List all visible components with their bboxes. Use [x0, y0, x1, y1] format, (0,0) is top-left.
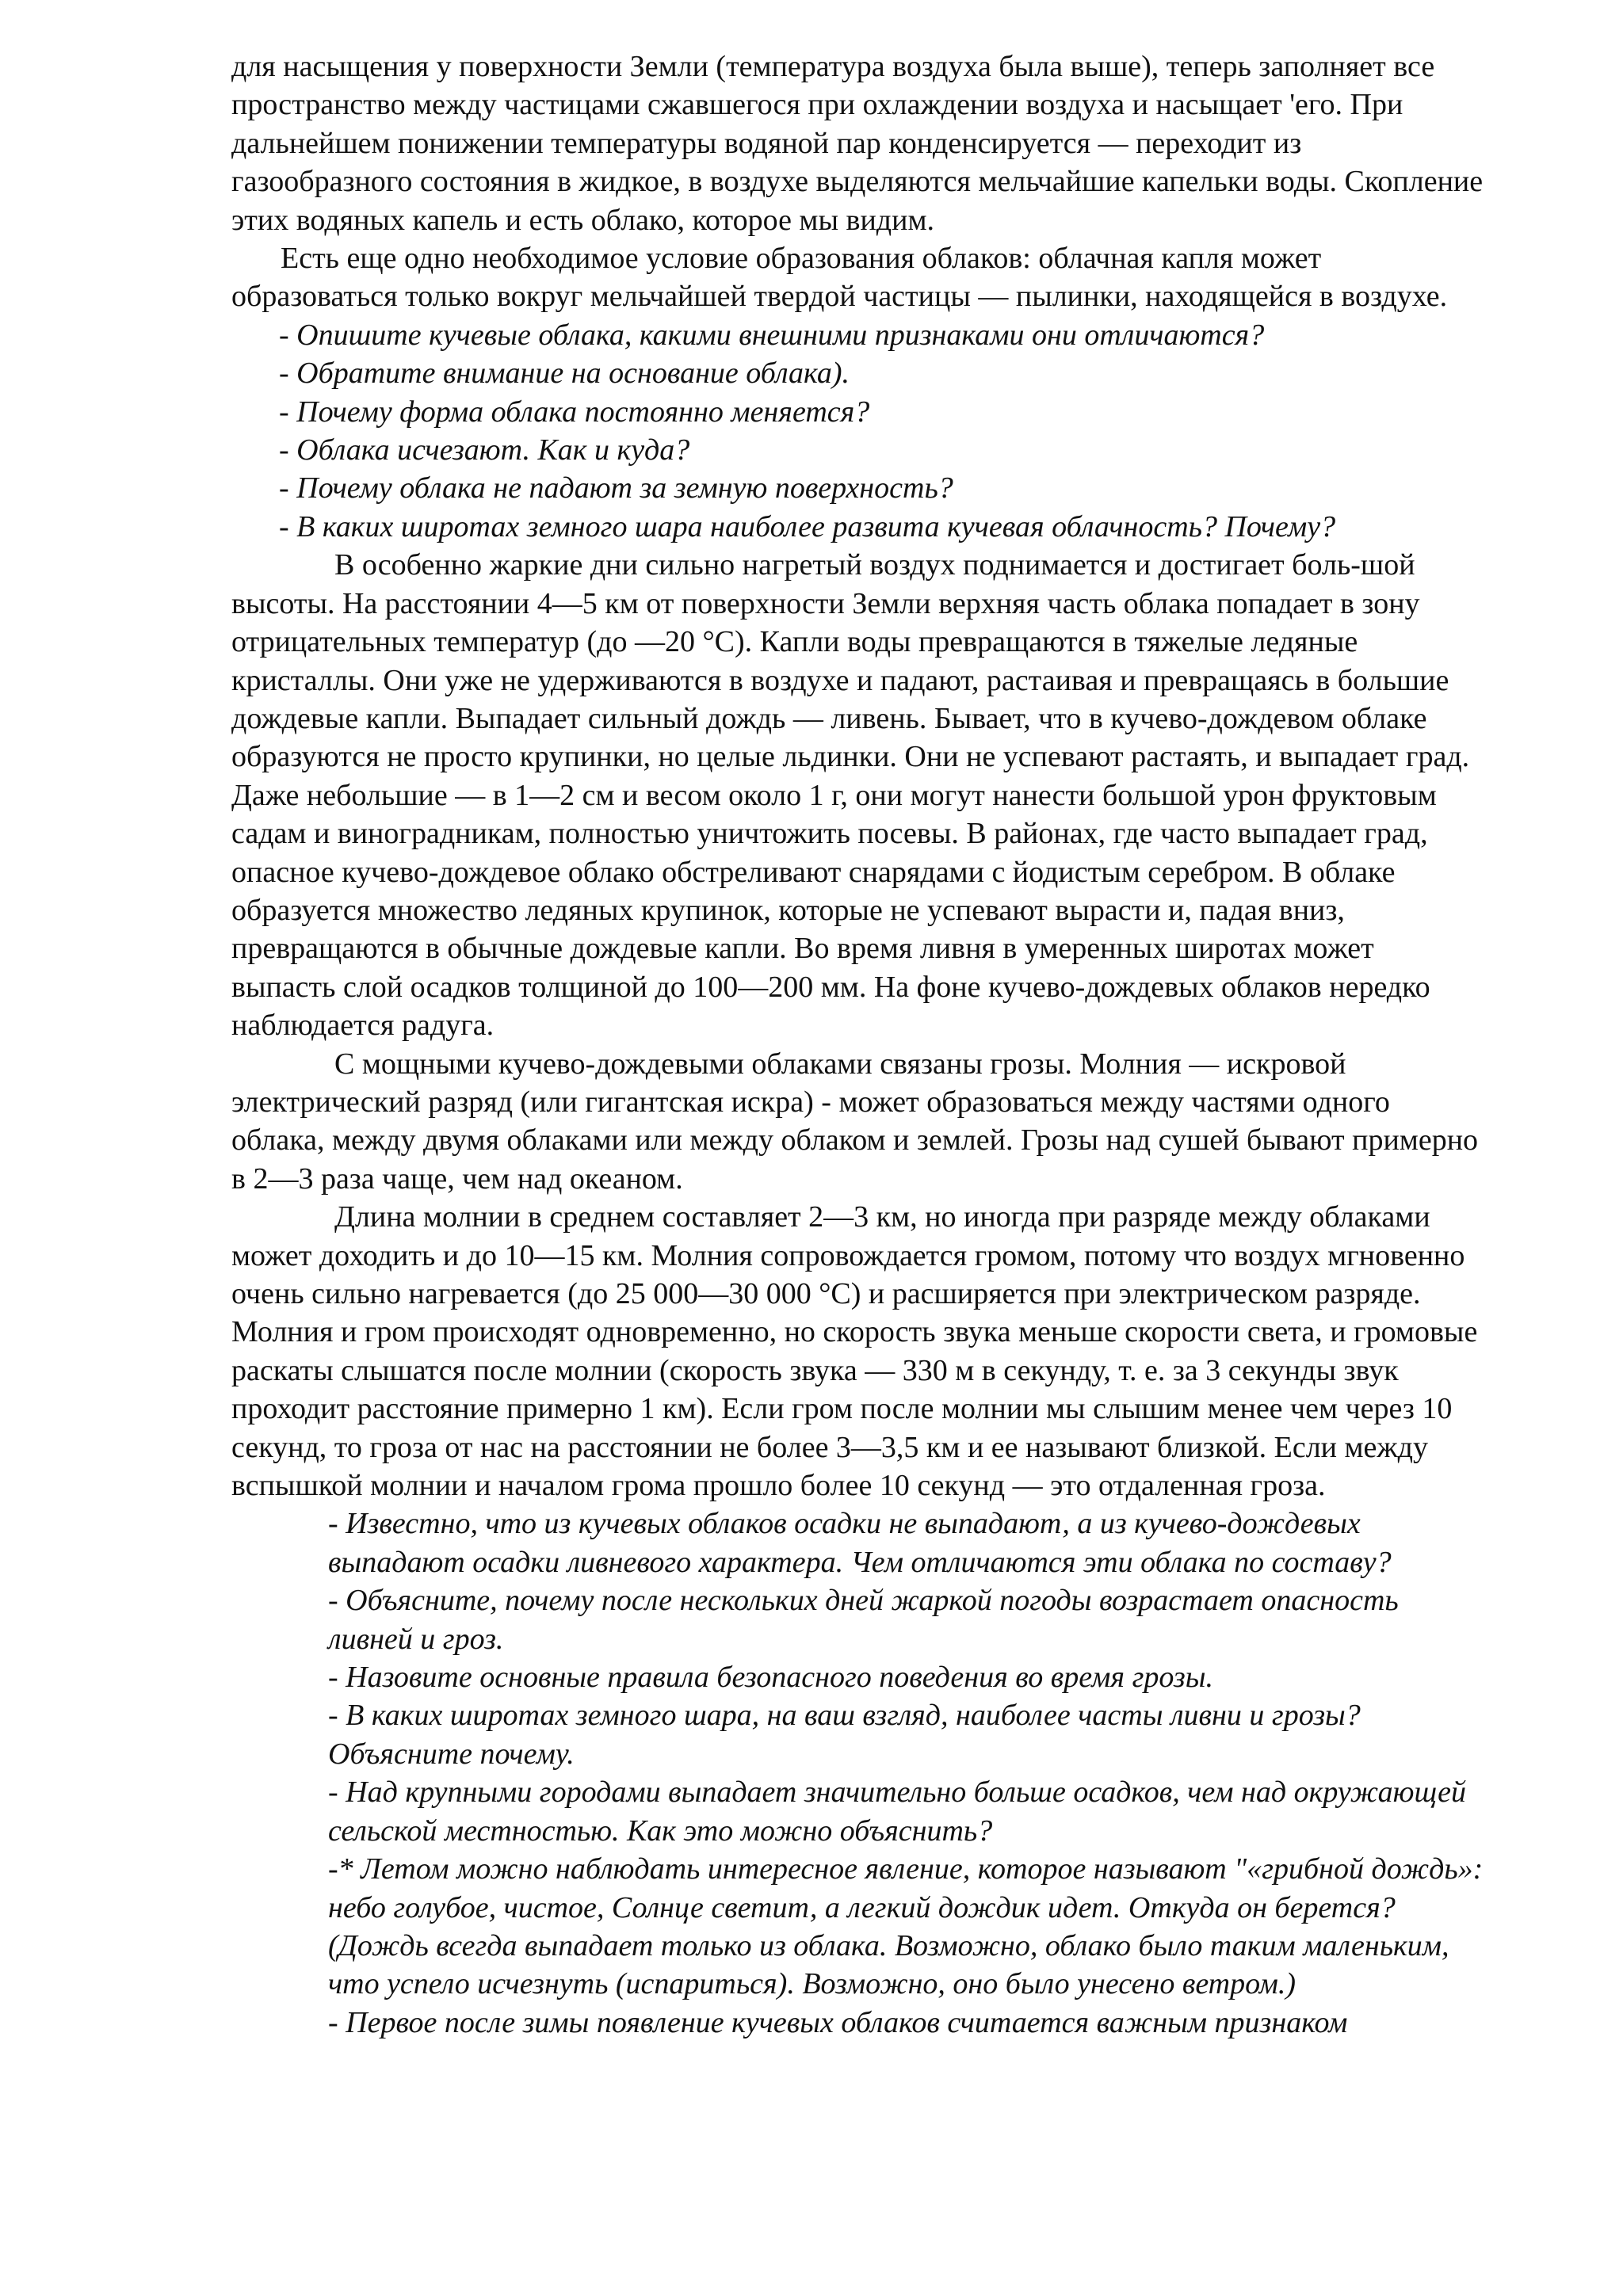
document-body	[231, 48, 1484, 2042]
question-item: - В каких широтах земного шара, на ваш взгляд, наиболее часты ливни и грозы? Объясните почему.	[328, 1699, 1361, 1771]
paragraph-condensation-nuclei: Есть еще одно необходимое условие образования облаков: облачная капля может образоваться только вокруг мельчайшей твердой частицы — пылинки, находящейся в воздухе.	[231, 242, 1448, 314]
question-item: - Первое после зимы появление кучевых облаков считается важным признаком	[328, 2005, 1348, 2039]
question-item: - Опишите кучевые облака, какими внешними признаками они отличаются?	[279, 318, 1265, 352]
paragraph-showers-hail: В особенно жаркие дни сильно нагретый воздух поднимается и достигает боль-шой высоты. На расстоянии 4—5 км от поверхности Земли верхняя часть облака попадает в зону отрицательных температур (до —20 °С). Капли воды превращаются в тяжелые ледяные кристаллы. Они уже не удерживаются в воздухе и падают, растаивая и превращаясь в большие дождевые капли. Выпадает сильный дождь — ливень. Бывает, что в кучево-дождевом облаке образуются не просто крупинки, но целые льдинки. Они не успевают растаять, и выпадает град. Даже небольшие — в 1—2 см и весом около 1 г, они могут нанести большой урон фруктовым садам и виноградникам, полностью уничтожить посевы. В районах, где часто выпадает град, опасное кучево-дождевое облако обстреливают снарядами с йодистым серебром. В облаке образуется множество ледяных крупинок, которые не успевают вырасти и, падая вниз, превращаются в обычные дождевые капли. Во время ливня в умеренных широтах может выпасть слой осадков толщиной до 100—200 мм. На фоне кучево-дождевых облаков нередко наблюдается радуга.	[231, 548, 1470, 1043]
question-item: - В каких широтах земного шара наиболее развита кучевая облачность? Почему?	[279, 509, 1336, 543]
question-item: - Обратите внимание на основание облака).	[279, 357, 850, 391]
question-item: - Назовите основные правила безопасного поведения во время грозы.	[328, 1661, 1213, 1695]
question-item: - Почему облака не падают за земную поверхность?	[279, 471, 953, 505]
question-item: - Над крупными городами выпадает значительно больше осадков, чем над окружающей сельской местностью. Как это можно объяснить?	[328, 1775, 1466, 1848]
question-item: -* Летом можно наблюдать интересное явление, которое называют "«грибной дождь»: небо голубое, чистое, Солнце светит, а легкий дождик идет. Откуда он берется? (Дождь всегда выпадает только из облака. Возможно, облако было таким маленьким, что успело исчезнуть (испариться). Возможно, оно было унесено ветром.)	[328, 1852, 1484, 2001]
paragraph-lightning-thunder: Длина молнии в среднем составляет 2—3 км, но иногда при разряде между облаками может доходить и до 10—15 км. Молния сопровождается громом, потому что воздух мгновенно очень сильно нагревается (до 25 000—30 000 °С) и расширяется при электрическом разряде. Молния и гром происходят одновременно, но скорость звука меньше скорости света, и громовые раскаты слышатся после молнии (скорость звука — 330 м в секунду, т. е. за 3 секунды звук проходит расстояние примерно 1 км). Если гром после молнии мы слышим менее чем через 10 секунд, то гроза от нас на расстоянии не более 3—3,5 км и ее называют близкой. Если между вспышкой молнии и началом грома прошло более 10 секунд — это отдаленная гроза.	[231, 1200, 1478, 1503]
question-item: - Объясните, почему после нескольких дней жаркой погоды возрастает опасность ливней и гроз.	[328, 1584, 1399, 1656]
question-item: - Облака исчезают. Как и куда?	[279, 433, 690, 467]
paragraph-cloud-formation: для насыщения у поверхности Земли (температура воздуха была выше), теперь заполняет все пространство между частицами сжавшегося при охлаждении воздуха и насыщает 'его. При дальнейшем понижении температуры водяной пар конденсируется — переходит из газообразного состояния в жидкое, в воздухе выделяются мельчайшие капельки воды. Скопление этих водяных капель и есть облако, которое мы видим.	[231, 50, 1484, 237]
question-item: - Известно, что из кучевых облаков осадки не выпадают, а из кучево-дождевых выпадают осадки ливневого характера. Чем отличаются эти облака по составу?	[328, 1507, 1392, 1579]
question-item: - Почему форма облака постоянно меняется?	[279, 395, 870, 429]
paragraph-thunderstorms: С мощными кучево-дождевыми облаками связаны грозы. Молния — искровой электрический разряд (или гигантская искра) - может образоваться между частями одного облака, между двумя облаками или между облаком и землей. Грозы над сушей бывают примерно в 2—3 раза чаще, чем над океаном.	[231, 1047, 1479, 1196]
